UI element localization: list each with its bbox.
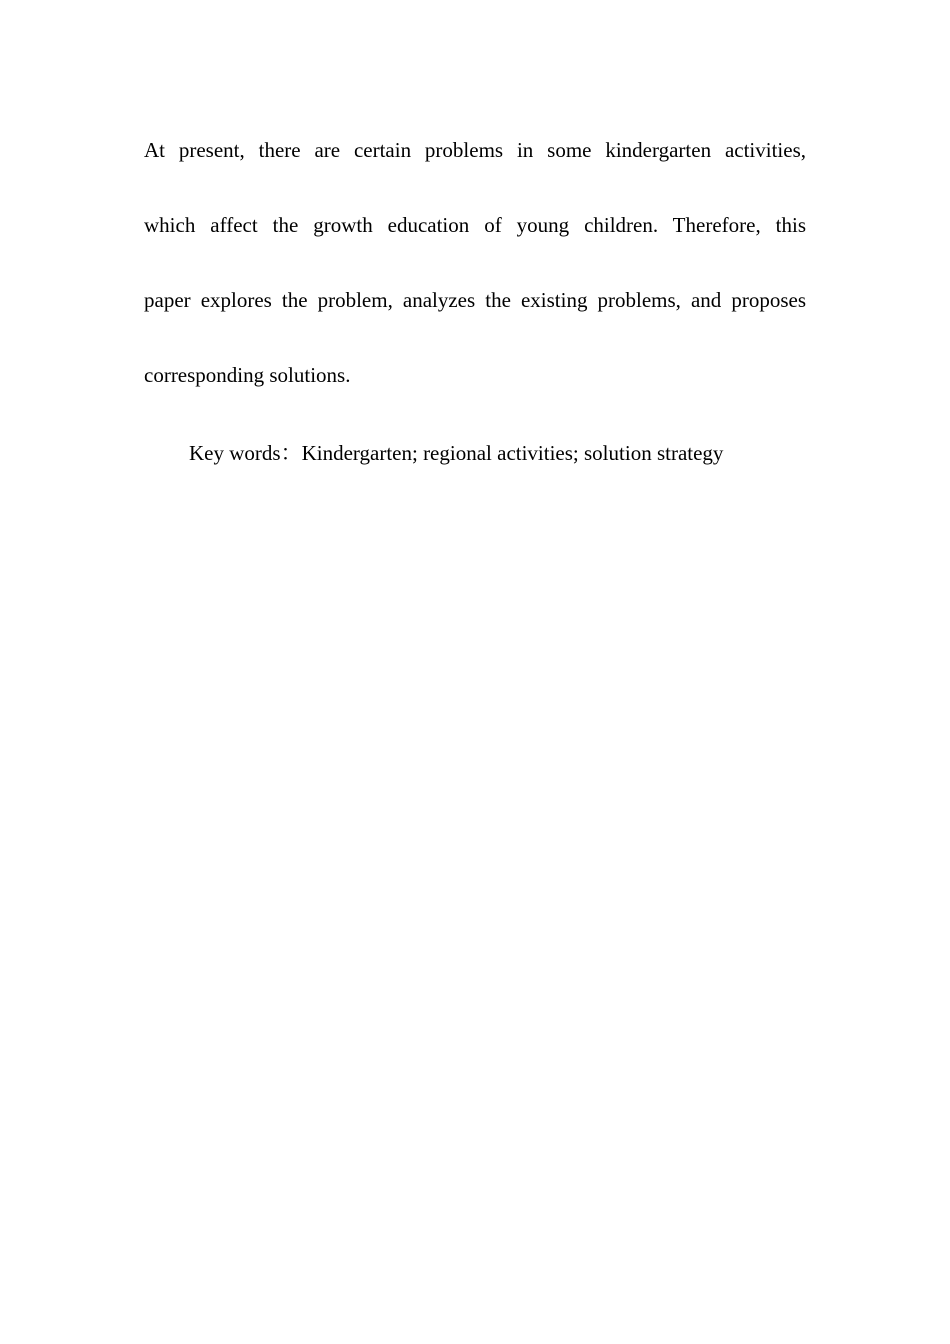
keywords-label: Key words： [189, 441, 302, 465]
abstract-line-3: paper explores the problem, analyzes the existing problems, and proposes [144, 288, 806, 312]
abstract-paragraph [144, 132, 806, 432]
abstract-line-1: At present, there are certain problems in some kindergarten activities, [144, 138, 806, 162]
keywords-line [189, 438, 723, 468]
abstract-line-4: corresponding solutions. [144, 363, 351, 387]
keywords-text: Kindergarten; regional activities; solution strategy [301, 441, 724, 465]
abstract-line-2: which affect the growth education of young children. Therefore, this [144, 213, 806, 237]
